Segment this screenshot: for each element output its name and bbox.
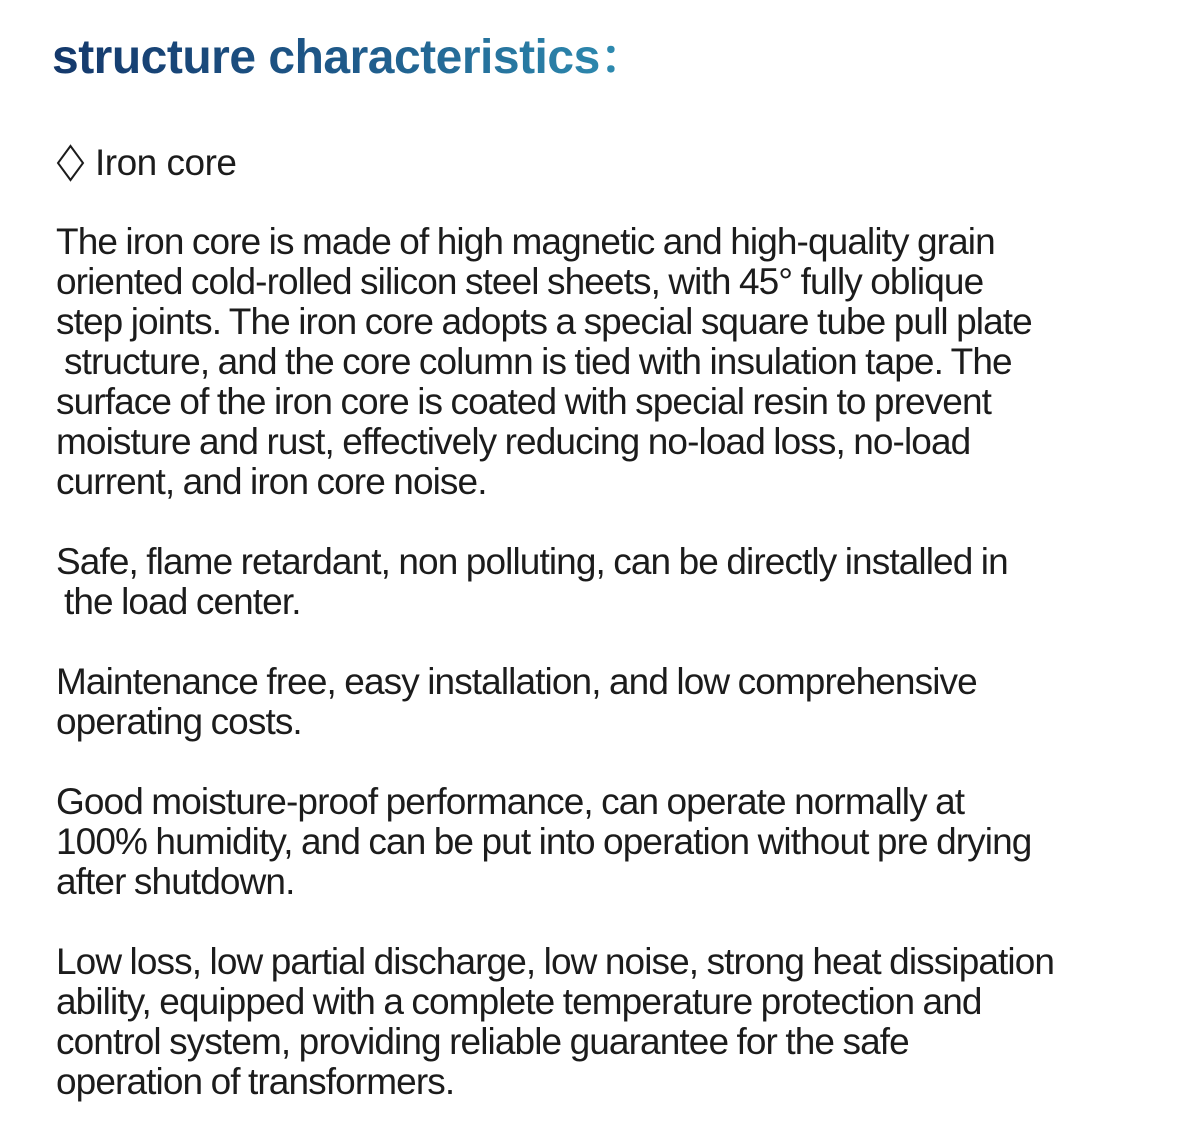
diamond-outline-icon [56, 144, 85, 182]
paragraph-line: operating costs. [56, 701, 302, 742]
paragraph-line: Maintenance free, easy installation, and low comprehensive [56, 661, 977, 702]
paragraph-line: surface of the iron core is coated with special resin to prevent [56, 381, 992, 422]
section-heading [56, 140, 237, 186]
paragraph-line: structure, and the core column is tied with insulation tape. The [64, 341, 1012, 382]
paragraph-line: operation of transformers. [56, 1061, 455, 1102]
paragraph-line: 100% humidity, and can be put into operation without pre drying [56, 821, 1032, 862]
paragraph-line: control system, providing reliable guarantee for the safe [56, 1021, 909, 1062]
paragraph-safety [56, 542, 1196, 622]
section-heading-label: Iron core [95, 142, 237, 183]
paragraph-maintenance [56, 662, 1196, 742]
paragraph-line: step joints. The iron core adopts a special square tube pull plate [56, 301, 1032, 342]
page-title: structure characteristics： [52, 28, 647, 88]
paragraph-line: Safe, flame retardant, non polluting, can be directly installed in [56, 541, 1008, 582]
paragraph-line: the load center. [64, 581, 301, 622]
paragraph-line: Good moisture-proof performance, can operate normally at [56, 781, 965, 822]
paragraph-line: moisture and rust, effectively reducing no-load loss, no-load [56, 421, 971, 462]
paragraph-line: after shutdown. [56, 861, 295, 902]
paragraph-line: Low loss, low partial discharge, low noise, strong heat dissipation [56, 941, 1055, 982]
paragraph-line: The iron core is made of high magnetic and high-quality grain [56, 221, 995, 262]
paragraph-iron-core [56, 222, 1196, 502]
paragraph-line: ability, equipped with a complete temperature protection and [56, 981, 982, 1022]
paragraph-moisture-proof [56, 782, 1196, 902]
paragraph-line: current, and iron core noise. [56, 461, 487, 502]
paragraph-line: oriented cold-rolled silicon steel sheets, with 45° fully oblique [56, 261, 984, 302]
paragraph-low-loss [56, 942, 1196, 1102]
